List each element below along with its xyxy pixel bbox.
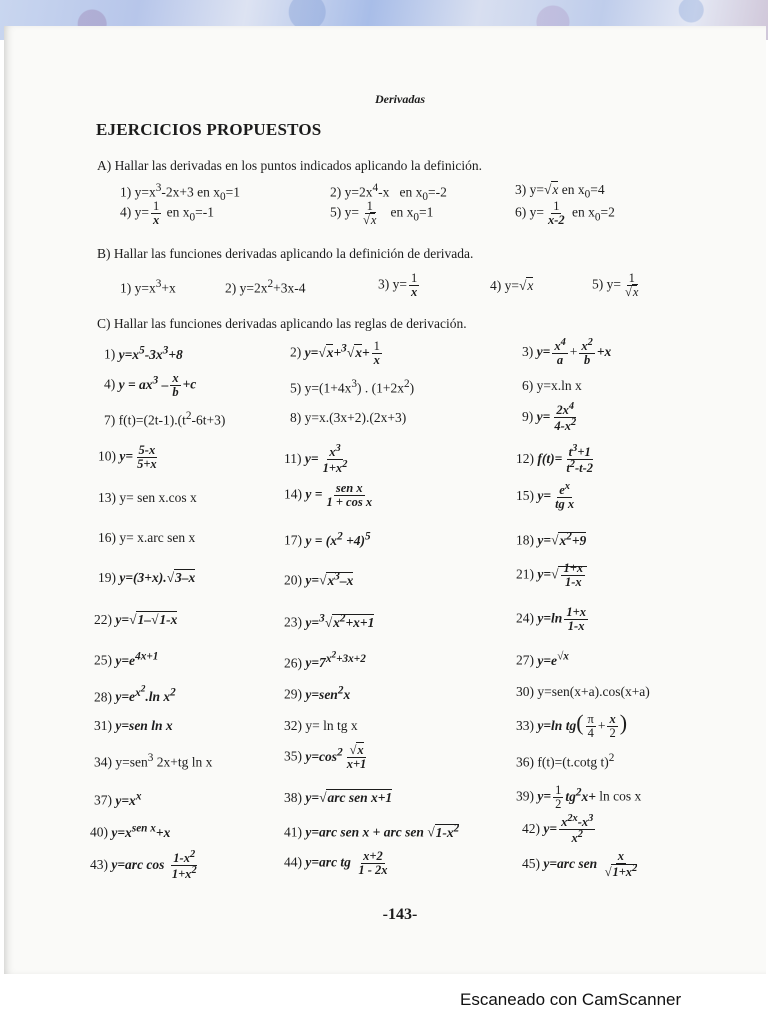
exercise-c-22: 22) y=√1–√1-x [94, 612, 178, 627]
exercise-c-26: 26) $y=7^{x^2+3x+2}$ [284, 650, 366, 671]
exercise-c-5: 5) $y=(1+4x^3)$ . $(1+2x^2)$ [290, 378, 415, 396]
exercise-c-3: 3) y= $\frac{x^4}{a}$ + $\frac{x^2}{b}$ +x [522, 337, 612, 368]
exercise-c-14: 14) y = $\frac{\text{sen x}}{\text{1 + cos x}}$ [284, 481, 373, 510]
exercise-a-3: 3) y=√x en $x_0=4$ [515, 182, 605, 201]
exercise-a-1: 1) $y=x^3-2x+3$ en $x_0=1$ [120, 182, 240, 204]
exercise-a-6: 6) y= $\frac{1}{x-2}$ en $x_0=2$ [515, 199, 615, 228]
exercise-c-7: 7) $f(t)=(2t-1).(t^2-6t+3)$ [104, 410, 226, 428]
exercise-c-13: 13) y= sen x.cos x [98, 490, 197, 505]
exercise-c-17: 17) $y = (x^2 +4)^5$ [284, 530, 371, 548]
exercise-c-2: 2) y=√x+$^3$√x+ $\frac{1}{x}$ [290, 339, 380, 368]
exercise-c-38: 38) y=√arc sen x+1 [284, 790, 393, 805]
exercise-c-12: 12) f(t)= $\frac{t^3+1}{t^2-t-2}$ [516, 443, 594, 476]
exercise-c-45: 45) y=arc sen $\frac{x}{√1+x^2}$ [522, 849, 638, 880]
exercise-b-3: 3) y= $\frac{1}{x}$ [378, 271, 418, 300]
exercise-c-41: 41) y=arc sen x + arc sen $√1-x^2$ [284, 822, 460, 840]
part-a-instruction: A) Hallar las derivadas en los puntos indicados aplicando la definición. [97, 158, 483, 173]
part-b-instruction: B) Hallar las funciones derivadas aplicando la definición de derivada. [97, 246, 474, 261]
exercise-c-6: 6) y=x.ln x [522, 378, 582, 393]
scanner-watermark: Escaneado con CamScanner [460, 990, 682, 1009]
exercise-c-21: 21) y=√ $\frac{1+x}{1-x}$ [516, 562, 587, 589]
exercise-c-1: 1) $y=x^5-3x^3+8$ [104, 344, 183, 362]
exercise-c-28: 28) $y=e^{x^2}.\ln$ $x^2$ [94, 684, 176, 705]
exercise-c-27: 27) $y=e^{√x}$ [516, 650, 569, 668]
exercise-c-10: 10) y= $\frac{5-x}{5+x}$ [98, 443, 157, 472]
exercise-b-5: 5) y= $\frac{1}{√x}$ [592, 271, 639, 300]
exercise-c-31: 31) y=sen ln x [94, 718, 173, 733]
exercise-c-42: 42) y= $\frac{x^{2x}-x^3}{x^2}$ [522, 813, 594, 846]
part-c-instruction: C) Hallar las funciones derivadas aplicando las reglas de derivación. [97, 316, 467, 331]
exercise-c-43: 43) y=arc cos $\frac{1-x^2}{1+x^2}$ [90, 849, 197, 882]
exercise-c-36: 36) f(t)=(t.cotg t)$^2$ [516, 752, 615, 770]
exercise-c-25: 25) $y=e^{4x+1}$ [94, 650, 159, 668]
exercise-c-18: 18) $y=√x^2+9$ [516, 530, 587, 548]
exercise-c-37: 37) $y=x^x$ [94, 790, 142, 808]
exercise-c-16: 16) y= x.arc sen x [98, 530, 196, 545]
exercise-c-39: 39) y= $\frac{1}{2}$ $tg^2x+ \ln \cos x$ [516, 783, 642, 812]
exercise-b-4: 4) y=√x [490, 278, 534, 293]
exercise-c-15: 15) y= $\frac{e^x}{\text{tg x}}$ [516, 481, 575, 512]
exercise-c-44: 44) y=arc tg $\frac{x+2}{1 - 2x}$ [284, 849, 388, 878]
exercise-a-4: 4) y= $\frac{1}{x}$ en $x_0=-1$ [120, 199, 214, 228]
exercise-c-19: 19) y=(3+x).√3–x [98, 570, 196, 585]
exercise-b-2: 2) $y=2x^2+3x-4$ [225, 278, 306, 296]
exercise-c-23: 23) $y=^3√x^2+x+1$ [284, 612, 375, 630]
exercise-c-20: 20) $y=√x^3-x$ [284, 570, 354, 588]
running-header: Derivadas [375, 92, 425, 106]
exercise-c-33: 33) y=ln tg( $\frac{\pi}{4}$ + $\frac{x}{2}$ ) [516, 710, 628, 741]
exercise-c-24: 24) y=ln $\frac{1+x}{1-x}$ [516, 605, 586, 634]
exercise-c-8: 8) y=x.(3x+2).(2x+3) [290, 410, 407, 425]
exercise-a-2: 2) $y=2x^4-x$ en $x_0=-2$ [330, 182, 447, 204]
exercise-c-4: 4) $y = ax^3$ – $\frac{x}{b}$ +c [104, 371, 197, 400]
exercise-c-40: 40) $y=x^{sen x}+x$ [90, 822, 171, 840]
section-title: EJERCICIOS PROPUESTOS [96, 120, 322, 139]
exercise-c-11: 11) y= $\frac{x^3}{1+x^2}$ [284, 443, 348, 476]
exercise-a-5: 5) y= $\frac{1}{√x}$ en $x_0=1$ [330, 199, 434, 228]
exercise-c-9: 9) y= $\frac{2x^4}{4-x^2}$ [522, 401, 577, 434]
exercise-c-29: 29) y=sen$^2$x [284, 684, 351, 702]
exercise-c-34: 34) y=sen$^3$ 2x+tg ln x [94, 752, 213, 770]
exercise-b-1: 1) $y=x^3+x$ [120, 278, 176, 296]
exercise-c-30: 30) y=sen(x+a).cos(x+a) [516, 684, 650, 699]
page-number: -143- [382, 906, 418, 923]
exercise-c-32: 32) y= ln tg x [284, 718, 358, 733]
exercise-c-35: 35) $y=\cos^2$ $\frac{√x}{x+1}$ [284, 743, 367, 772]
